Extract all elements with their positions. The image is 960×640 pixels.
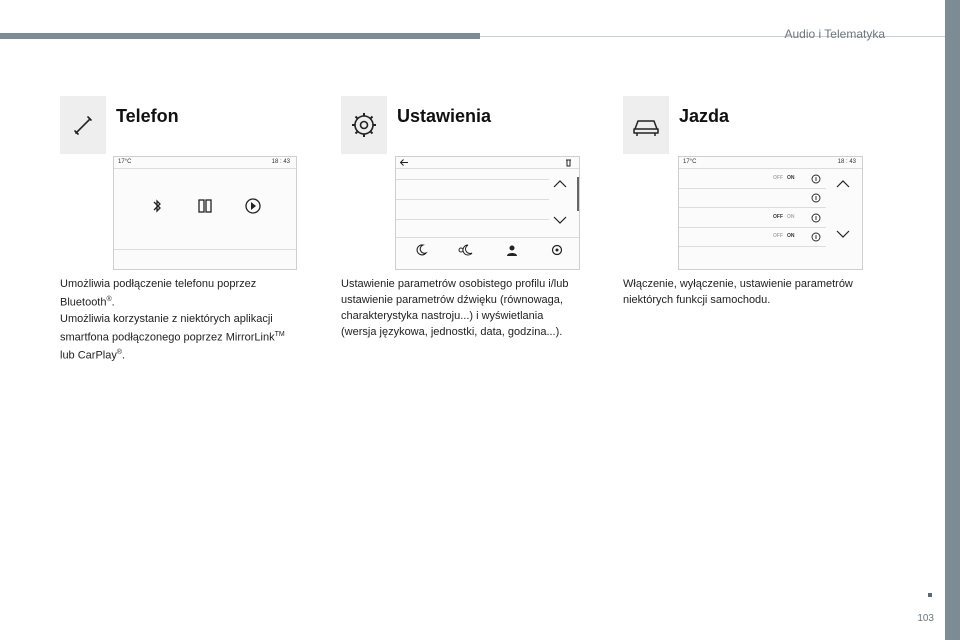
status-temperature: 17°C [683,159,697,165]
car-icon [630,110,662,140]
brightness-icon[interactable] [456,243,474,257]
screen-status-bar [114,157,296,169]
ustawienia-icon-box [341,96,387,154]
gear-icon[interactable] [548,241,564,257]
chevron-down-icon[interactable] [552,215,568,225]
list-divider [679,246,826,247]
info-icon[interactable] [811,213,821,223]
info-icon[interactable] [811,193,821,203]
chevron-up-icon[interactable] [835,179,851,189]
list-divider [396,219,549,220]
phone-icon [68,110,98,140]
info-icon[interactable] [811,174,821,184]
info-icon[interactable] [811,232,821,242]
jazda-screen [678,156,863,270]
status-temperature: 17°C [118,159,132,165]
screen-divider [396,237,579,238]
telefon-description: Umożliwia podłączenie telefonu poprzez Bluetooth®. Umożliwia korzystanie z niektórych aplikacji smartfona podłączonego poprzez MirrorLink™ lub CarPlay®. [60,278,285,362]
toggle-switch[interactable]: OFF ON [773,233,795,239]
contacts-icon[interactable] [196,197,214,215]
back-arrow-icon[interactable] [399,158,409,167]
section-title-telefon: Telefon [116,106,179,126]
list-divider [679,207,826,208]
telefon-icon-box [60,96,106,154]
header-bar [0,33,480,39]
section-title-ustawienia: Ustawienia [397,106,492,126]
profile-icon[interactable] [504,243,518,257]
list-divider [396,199,549,200]
bluetooth-icon[interactable] [148,197,166,215]
chapter-title: Audio i Telematyka [784,27,885,41]
toggle-switch[interactable]: OFF ON [773,214,795,220]
jazda-icon-box [623,96,669,154]
page-marker [928,593,932,597]
screen-status-bar [396,157,579,169]
status-clock: 18 : 43 [837,159,856,165]
screen-status-bar [679,157,862,169]
telefon-screen [113,156,297,270]
ustawienia-description: Ustawienie parametrów osobistego profilu i/lub ustawienie parametrów dźwięku (równowaga, charakterystyka nastroju...) i wyświetlania (wersja językowa, jednostki, data, godzina...). [341,278,569,338]
status-clock: 18 : 43 [271,159,290,165]
settings-gear-icon [349,110,379,140]
scrollbar[interactable] [577,177,579,211]
jazda-description: Włączenie, wyłączenie, ustawienie parametrów niektórych funkcji samochodu. [623,278,853,306]
screen-divider [114,249,296,250]
play-mirror-icon[interactable] [244,197,262,215]
trash-icon[interactable] [564,158,573,167]
list-divider [679,188,826,189]
page-number: 103 [917,613,934,624]
list-divider [396,179,549,180]
list-divider [679,227,826,228]
toggle-switch[interactable]: OFF ON [773,175,795,181]
night-mode-icon[interactable] [414,243,428,257]
section-title-jazda: Jazda [679,106,730,126]
sidebar-strip [945,0,960,640]
chevron-up-icon[interactable] [552,179,568,189]
chevron-down-icon[interactable] [835,229,851,239]
ustawienia-screen [395,156,580,270]
